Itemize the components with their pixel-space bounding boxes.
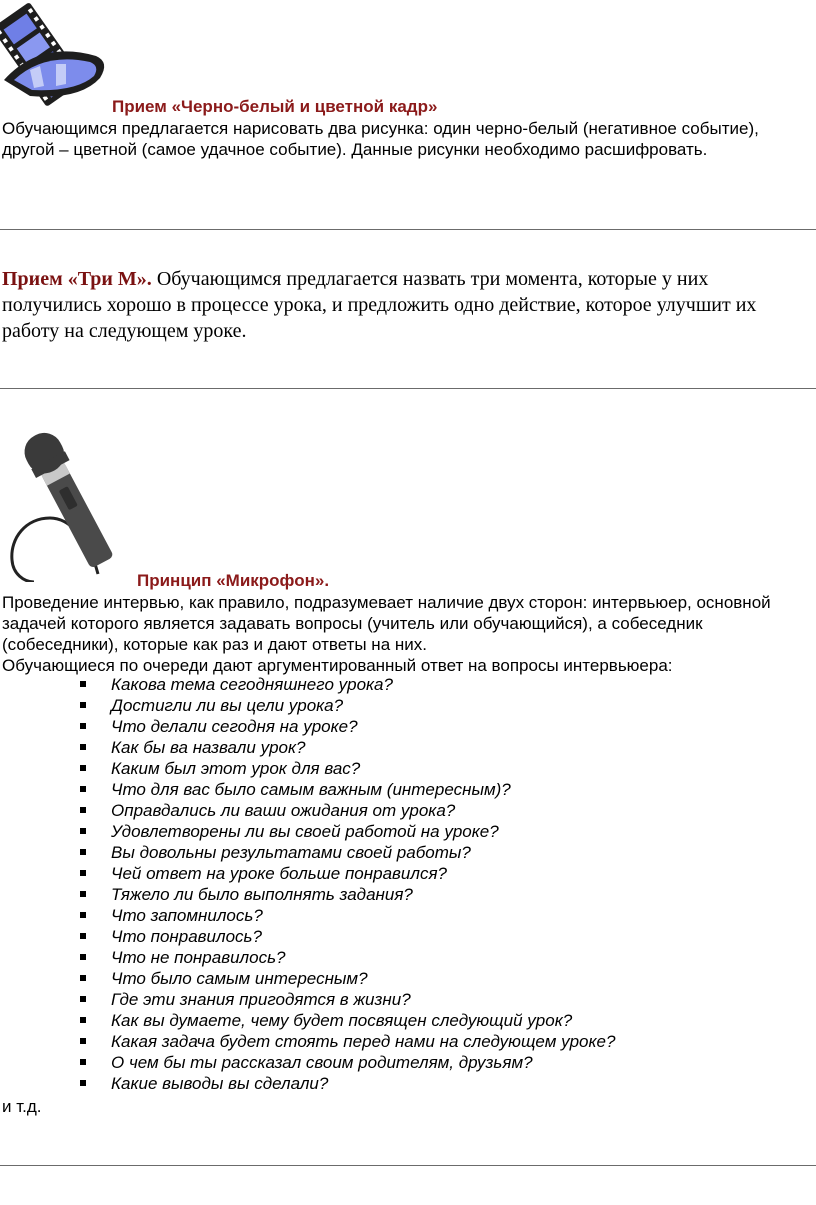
list-item: Что понравилось? <box>0 926 760 947</box>
list-item: Что не понравилось? <box>0 947 760 968</box>
list-item: Как вы думаете, чему будет посвящен следующий урок? <box>0 1010 760 1031</box>
list-item: Оправдались ли ваши ожидания от урока? <box>0 800 760 821</box>
list-item: Достигли ли вы цели урока? <box>0 695 760 716</box>
microphone-paragraph-1: Проведение интервью, как правило, подразумевает наличие двух сторон: интервьюер, основной задачей которого является задавать вопросы (учитель или обучающийся), а собеседник (собеседники), которые как раз и дают ответы на них. <box>2 593 771 654</box>
section-divider <box>0 388 816 389</box>
list-item: Что было самым интересным? <box>0 968 760 989</box>
film-section-body: Обучающимся предлагается нарисовать два рисунка: один черно-белый (негативное событие), другой – цветной (самое удачное событие). Данные рисунки необходимо расшифровать. <box>2 119 759 159</box>
microphone-section-body <box>2 592 802 676</box>
three-m-body: Обучающимся предлагается назвать три момента, которые у них получились хорошо в процессе урока, и предложить одно действие, которое улучшит их работу на следующем уроке. <box>2 268 757 342</box>
microphone-section-title: Принцип «Микрофон». <box>137 571 330 590</box>
microphone-paragraph-2: Обучающиеся по очереди дают аргументированный ответ на вопросы интервьюера: <box>2 656 673 675</box>
list-item: Как бы ва назвали урок? <box>0 737 760 758</box>
list-item: Чей ответ на уроке больше понравился? <box>0 863 760 884</box>
closing-text: и т.д. <box>2 1097 42 1116</box>
film-strip-icon <box>0 0 112 108</box>
list-item: Что для вас было самым важным (интересным)? <box>0 779 760 800</box>
list-item: Какова тема сегодняшнего урока? <box>0 674 760 695</box>
list-item: Какая задача будет стоять перед нами на следующем уроке? <box>0 1031 760 1052</box>
list-item: Тяжело ли было выполнять задания? <box>0 884 760 905</box>
list-item: Удовлетворены ли вы своей работой на уроке? <box>0 821 760 842</box>
list-item: Какие выводы вы сделали? <box>0 1073 760 1094</box>
three-m-title: Прием «Три М». <box>2 268 152 290</box>
list-item: Где эти знания пригодятся в жизни? <box>0 989 760 1010</box>
list-item: О чем бы ты рассказал своим родителям, друзьям? <box>0 1052 760 1073</box>
list-item: Каким был этот урок для вас? <box>0 758 760 779</box>
question-list <box>0 674 760 1094</box>
list-item: Что делали сегодня на уроке? <box>0 716 760 737</box>
film-section-title: Прием «Черно-белый и цветной кадр» <box>112 97 438 116</box>
three-m-section <box>2 266 807 344</box>
section-divider <box>0 229 816 230</box>
section-divider <box>0 1165 816 1166</box>
microphone-icon <box>4 426 136 582</box>
list-item: Вы довольны результатами своей работы? <box>0 842 760 863</box>
list-item: Что запомнилось? <box>0 905 760 926</box>
